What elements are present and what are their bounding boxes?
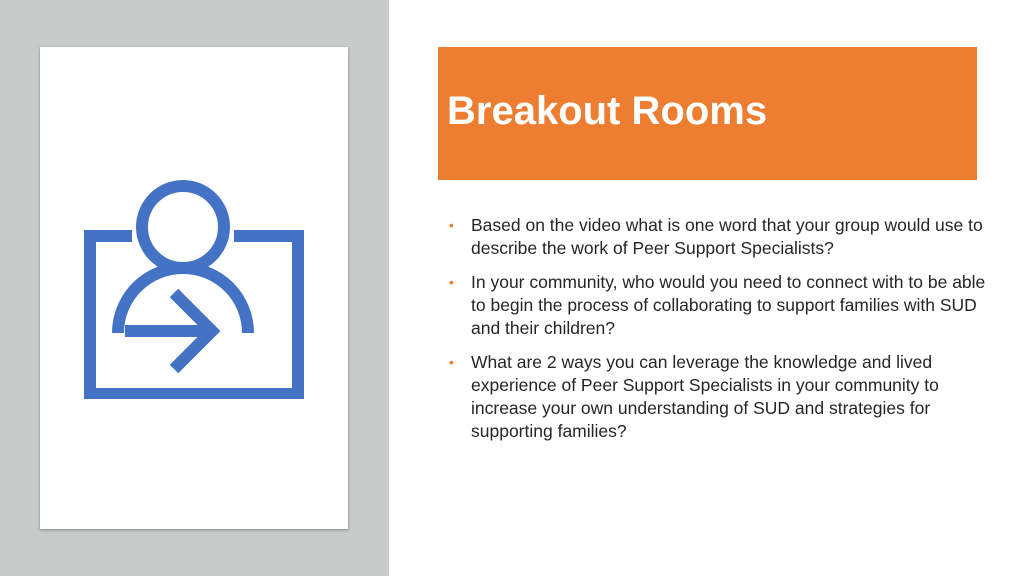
bullet-item bbox=[449, 351, 989, 443]
bullet-marker: • bbox=[449, 274, 454, 290]
bullet-item bbox=[449, 214, 989, 260]
bullet-text: In your community, who would you need to connect with to be able to begin the process of collaborating to support families with SUD and their children? bbox=[471, 272, 986, 338]
bullet-marker: • bbox=[449, 217, 454, 233]
bullet-marker: • bbox=[449, 354, 454, 370]
image-card bbox=[40, 47, 348, 529]
bullet-text: Based on the video what is one word that your group would use to describe the work of Peer Support Specialists? bbox=[471, 215, 983, 258]
bullet-text: What are 2 ways you can leverage the knowledge and lived experience of Peer Support Specialists in your community to increase your own understanding of SUD and strategies for supporting families? bbox=[471, 352, 939, 441]
slide-title: Breakout Rooms bbox=[447, 89, 768, 133]
breakout-room-icon bbox=[84, 177, 304, 399]
left-panel bbox=[0, 0, 389, 576]
title-banner bbox=[438, 47, 977, 180]
bullet-item bbox=[449, 271, 989, 340]
bullet-list bbox=[449, 214, 989, 454]
